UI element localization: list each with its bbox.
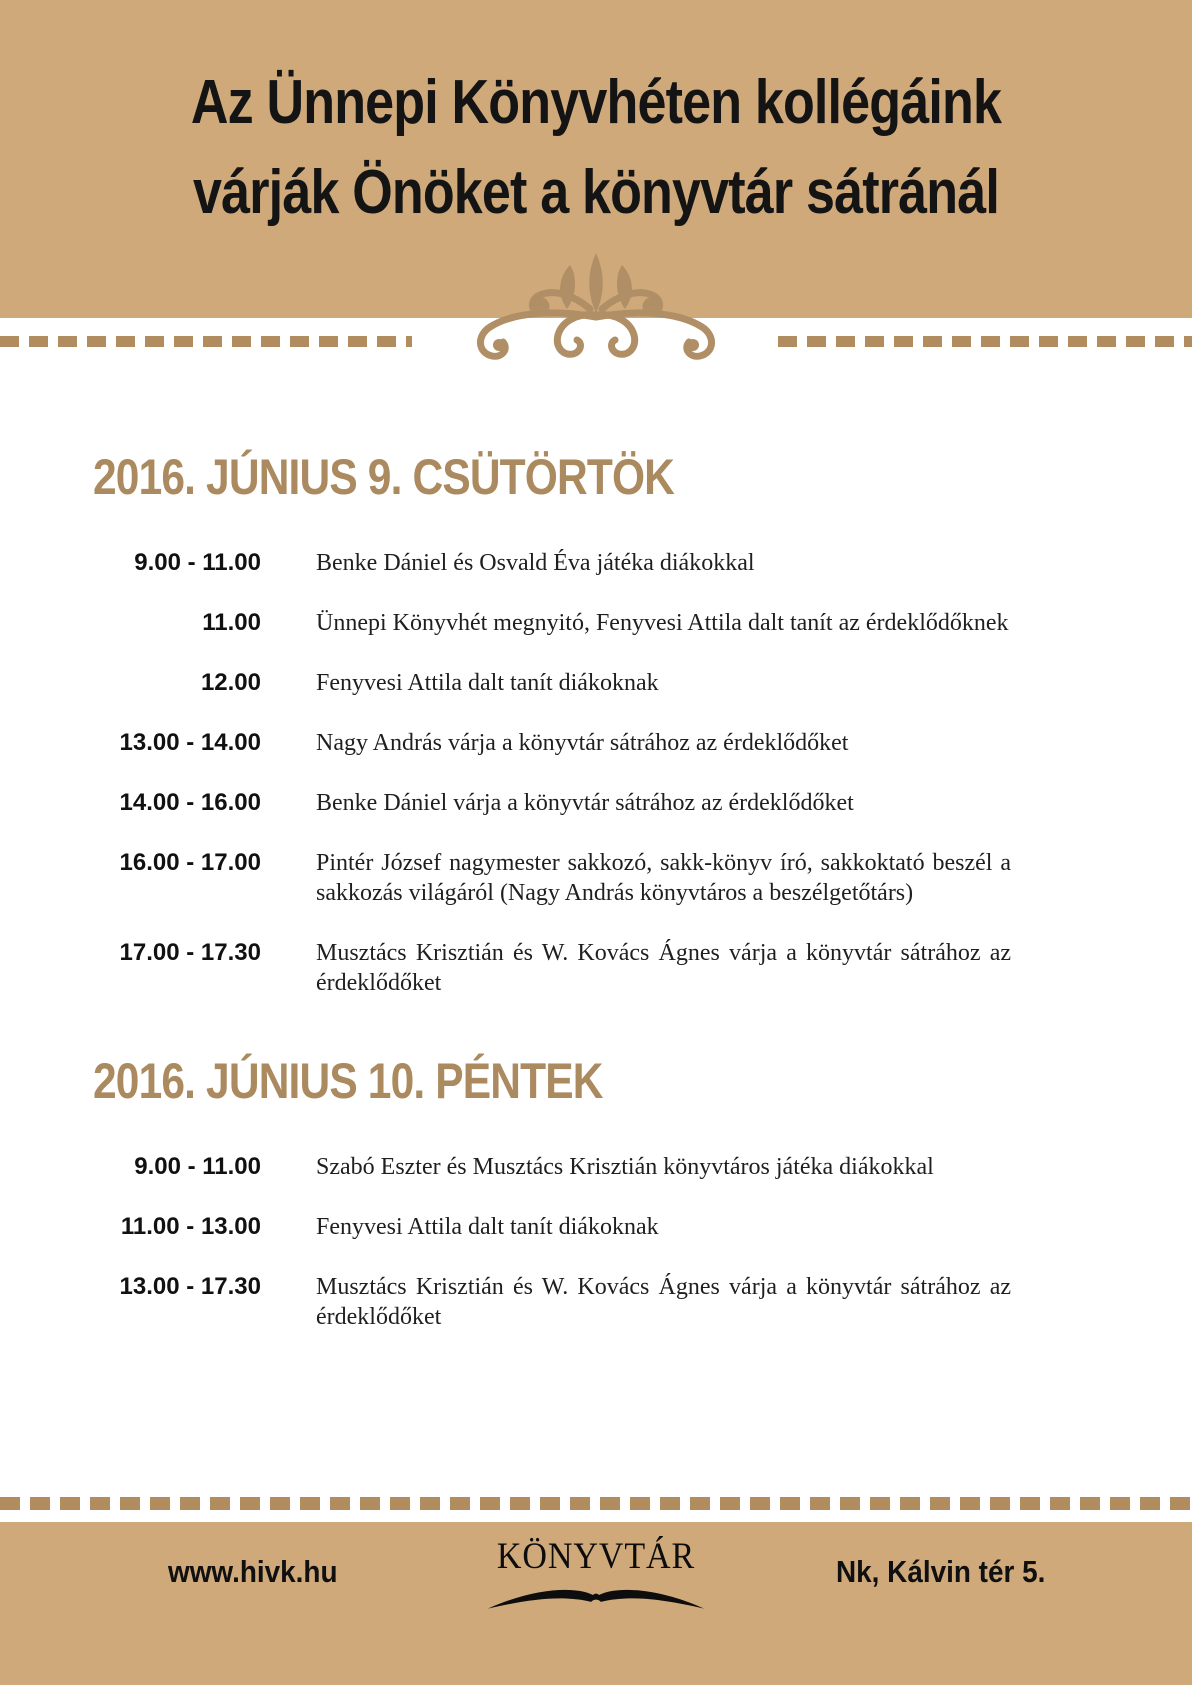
event-description: Musztács Krisztián és W. Kovács Ágnes várja a könyvtár sátrához az érdeklődőket: [316, 940, 1011, 996]
schedule-row: [93, 728, 1013, 758]
dashed-divider-bottom: [0, 1497, 1192, 1510]
event-description: Benke Dániel várja a könyvtár sátrához az érdeklődőket: [316, 790, 854, 816]
event-time: 13.00 - 14.00: [119, 729, 261, 756]
schedule-section: [93, 1054, 1013, 1332]
event-time: 11.00 - 13.00: [120, 1213, 261, 1240]
dashed-divider-right: [778, 336, 1192, 347]
section-rows: [93, 1152, 1013, 1332]
event-time: 13.00 - 17.30: [119, 1273, 261, 1300]
event-time: 14.00 - 16.00: [119, 789, 261, 816]
schedule-row: [93, 848, 1013, 908]
event-description: Szabó Eszter és Musztács Krisztián könyvtáros játéka diákokkal: [316, 1154, 934, 1180]
schedule: [93, 450, 1013, 1362]
dashed-divider-left: [0, 336, 412, 347]
event-description: Nagy András várja a könyvtár sátrához az érdeklődőket: [316, 730, 849, 756]
footer-website: www.hivk.hu: [168, 1554, 338, 1589]
footer-address: Nk, Kálvin tér 5.: [836, 1554, 1046, 1589]
section-rows: [93, 548, 1013, 998]
flourish-ornament-icon: [446, 250, 746, 384]
library-logo-text: KÖNYVTÁR: [496, 1536, 696, 1577]
event-time: 9.00 - 11.00: [134, 1153, 261, 1180]
page-title: [0, 58, 1192, 238]
event-time: 11.00: [202, 609, 261, 636]
event-time: 17.00 - 17.30: [119, 939, 261, 966]
event-description: Pintér József nagymester sakkozó, sakk-könyv író, sakkoktató beszél a sakkozás világáról (Nagy András könyvtáros a beszélgetőtárs): [316, 850, 1011, 906]
event-description: Musztács Krisztián és W. Kovács Ágnes várja a könyvtár sátrához az érdeklődőket: [316, 1274, 1011, 1330]
event-time: 12.00: [200, 669, 261, 696]
schedule-row: [93, 1272, 1013, 1332]
event-description: Benke Dániel és Osvald Éva játéka diákokkal: [316, 550, 755, 576]
page-title-line-2: várják Önöket a könyvtár sátránál: [193, 158, 999, 227]
event-time: 9.00 - 11.00: [134, 549, 261, 576]
section-heading: 2016. JÚNIUS 9. CSÜTÖRTÖK: [93, 449, 675, 505]
event-time: 16.00 - 17.00: [119, 849, 261, 876]
schedule-row: [93, 668, 1013, 698]
section-heading: 2016. JÚNIUS 10. PÉNTEK: [93, 1053, 603, 1109]
event-description: Fenyvesi Attila dalt tanít diákoknak: [316, 1214, 659, 1240]
schedule-row: [93, 548, 1013, 578]
schedule-row: [93, 1212, 1013, 1242]
event-description: Ünnepi Könyvhét megnyitó, Fenyvesi Attila dalt tanít az érdeklődőknek: [316, 610, 1009, 636]
event-description: Fenyvesi Attila dalt tanít diákoknak: [316, 670, 659, 696]
open-book-icon: [484, 1579, 708, 1613]
schedule-section: [93, 450, 1013, 998]
schedule-row: [93, 608, 1013, 638]
schedule-row: [93, 788, 1013, 818]
schedule-row: [93, 1152, 1013, 1182]
schedule-row: [93, 938, 1013, 998]
page-title-line-1: Az Ünnepi Könyvhéten kollégáink: [190, 68, 1002, 137]
